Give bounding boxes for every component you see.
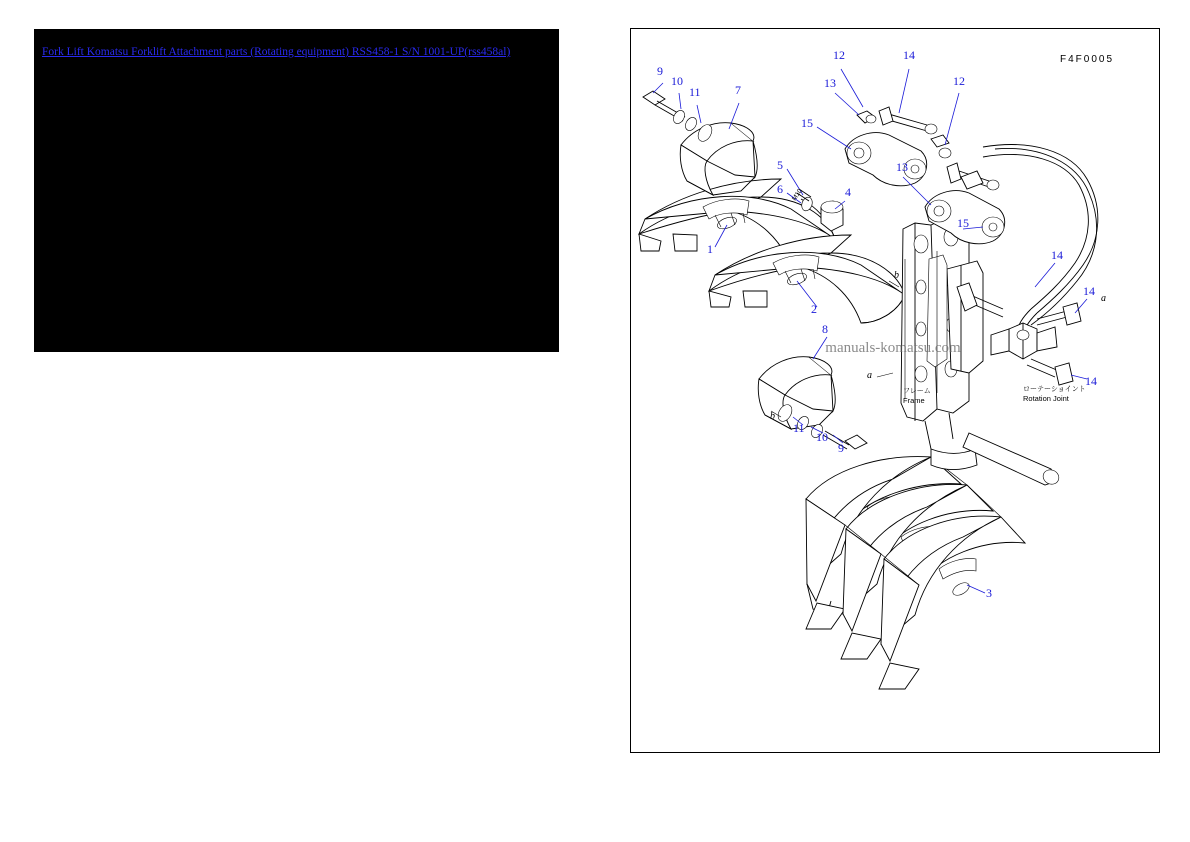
callout-15b: 15 xyxy=(957,216,969,230)
watermark: manuals-komatsu.com xyxy=(825,340,961,356)
clamp-arm-2 xyxy=(709,235,905,323)
callout-5: 5 xyxy=(777,158,783,172)
breadcrumb-link[interactable]: Fork Lift Komatsu Forklift Attachment parts (Rotating equipment) RSS458-1 S/N 1001-UP(rss458al) xyxy=(42,46,511,58)
pin-shaft xyxy=(963,433,1061,487)
label-a-right: a xyxy=(1101,293,1106,304)
rotation-joint-label-en: Rotation Joint xyxy=(1023,394,1069,403)
callout-10b: 10 xyxy=(816,430,828,444)
thumbnail-panel xyxy=(34,29,559,352)
drawing-code: F4F0005 xyxy=(1059,54,1115,65)
callout-9b: 9 xyxy=(838,441,844,455)
rotation-joint-label-jp: ローテーショイント xyxy=(1023,385,1086,393)
fasteners-upper-left xyxy=(643,91,715,144)
callout-14b: 14 xyxy=(1051,248,1063,262)
callout-13a: 13 xyxy=(824,76,836,90)
callout-2: 2 xyxy=(811,302,817,316)
callout-6: 6 xyxy=(777,182,783,196)
callout-10a: 10 xyxy=(671,74,683,88)
label-a-left: a xyxy=(867,370,872,381)
label-b-left: b xyxy=(770,411,775,422)
frame-label-en: Frame xyxy=(903,396,925,405)
callout-15a: 15 xyxy=(801,116,813,130)
callout-13b: 13 xyxy=(896,160,908,174)
parts-diagram-panel xyxy=(630,28,1160,753)
callout-7: 7 xyxy=(735,83,741,97)
callout-9a: 9 xyxy=(657,64,663,78)
frame-label-jp: フレーム xyxy=(903,387,931,395)
parts-diagram xyxy=(631,29,1160,753)
callout-4: 4 xyxy=(845,185,851,199)
callout-12a: 12 xyxy=(833,48,845,62)
callout-14d: 14 xyxy=(1085,374,1097,388)
callout-11b: 11 xyxy=(793,421,805,435)
label-b-right: b xyxy=(894,270,899,281)
callout-1: 1 xyxy=(707,242,713,256)
callout-8: 8 xyxy=(822,322,828,336)
callout-3: 3 xyxy=(986,586,992,600)
callout-11a: 11 xyxy=(689,85,701,99)
callout-12b: 12 xyxy=(953,74,965,88)
callout-14c: 14 xyxy=(1083,284,1095,298)
fork-tine-assembly-3 xyxy=(806,457,1025,689)
callout-14a: 14 xyxy=(903,48,915,62)
label-thread-m10: M10 xyxy=(790,187,804,203)
